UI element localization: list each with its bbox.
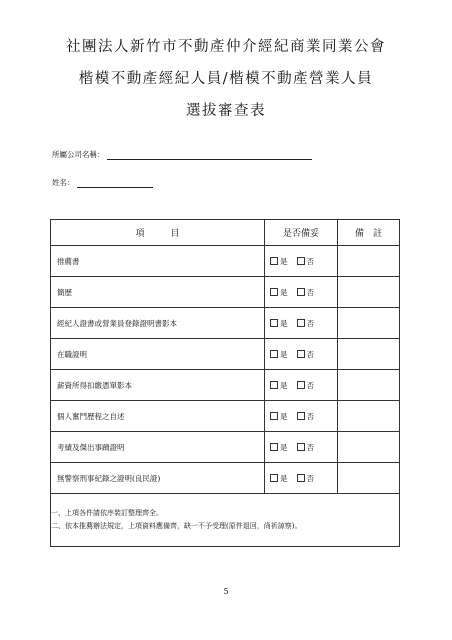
yes-checkbox[interactable]: [270, 381, 278, 389]
remark-cell[interactable]: [338, 370, 400, 401]
notes-cell: [51, 494, 400, 547]
no-label: 否: [306, 287, 314, 297]
item-label: 個人奮鬥歷程之自述: [51, 401, 265, 432]
item-label: 考績及傑出事蹟證明: [51, 432, 265, 463]
status-cell: [265, 277, 338, 308]
yes-checkbox[interactable]: [270, 474, 278, 482]
no-checkbox[interactable]: [297, 257, 305, 265]
no-checkbox[interactable]: [297, 350, 305, 358]
note-line-1: 一、上項各件請依序裝訂整理齊全。: [51, 509, 163, 517]
status-cell: [265, 308, 338, 339]
table-row: [51, 339, 400, 370]
status-cell: [265, 401, 338, 432]
table-header-row: [51, 220, 400, 246]
name-line[interactable]: [77, 178, 153, 188]
table-row: [51, 277, 400, 308]
table-row: [51, 308, 400, 339]
yes-label: 是: [280, 318, 288, 328]
remark-cell[interactable]: [338, 401, 400, 432]
company-name-line[interactable]: [107, 150, 312, 160]
note-line-2: 二、依本推薦辦法規定，上項資料應備齊，缺一不予受理(原件退回，尚祈諒察)。: [51, 522, 302, 530]
table-row: [51, 246, 400, 277]
table-row: [51, 463, 400, 494]
remark-cell[interactable]: [338, 246, 400, 277]
yes-checkbox[interactable]: [270, 257, 278, 265]
header-item: 項目: [51, 220, 265, 246]
yes-checkbox[interactable]: [270, 412, 278, 420]
item-label: 推薦書: [51, 246, 265, 277]
item-label: 在職證明: [51, 339, 265, 370]
header-remark: 備註: [338, 220, 400, 246]
item-label: 經紀人證書或營業員登錄證明書影本: [51, 308, 265, 339]
item-label: 無警察刑事紀錄之證明(良民證): [51, 463, 265, 494]
yes-checkbox[interactable]: [270, 350, 278, 358]
remark-cell[interactable]: [338, 277, 400, 308]
no-checkbox[interactable]: [297, 288, 305, 296]
name-field[interactable]: [52, 178, 153, 188]
review-table: [50, 219, 400, 547]
remark-cell[interactable]: [338, 432, 400, 463]
item-label: 薪資所得扣繳憑單影本: [51, 370, 265, 401]
yes-label: 是: [280, 380, 288, 390]
no-checkbox[interactable]: [297, 412, 305, 420]
no-label: 否: [306, 380, 314, 390]
yes-label: 是: [280, 349, 288, 359]
notes-row: [51, 494, 400, 547]
no-label: 否: [306, 349, 314, 359]
no-checkbox[interactable]: [297, 381, 305, 389]
yes-label: 是: [280, 473, 288, 483]
status-cell: [265, 246, 338, 277]
no-checkbox[interactable]: [297, 474, 305, 482]
table-row: [51, 370, 400, 401]
no-checkbox[interactable]: [297, 319, 305, 327]
no-checkbox[interactable]: [297, 443, 305, 451]
status-cell: [265, 432, 338, 463]
name-label: 姓名：: [52, 178, 75, 187]
table-row: [51, 432, 400, 463]
yes-label: 是: [280, 411, 288, 421]
company-name-field[interactable]: [52, 150, 312, 160]
remark-cell[interactable]: [338, 463, 400, 494]
status-cell: [265, 463, 338, 494]
no-label: 否: [306, 473, 314, 483]
remark-cell[interactable]: [338, 308, 400, 339]
page-number: 5: [223, 587, 229, 596]
no-label: 否: [306, 442, 314, 452]
header-status: 是否備妥: [265, 220, 338, 246]
no-label: 否: [306, 318, 314, 328]
yes-checkbox[interactable]: [270, 443, 278, 451]
association-title: 社團法人新竹市不動產仲介經紀商業同業公會: [66, 39, 386, 55]
status-cell: [265, 370, 338, 401]
table-row: [51, 401, 400, 432]
yes-checkbox[interactable]: [270, 288, 278, 296]
item-label: 簡歷: [51, 277, 265, 308]
remark-cell[interactable]: [338, 339, 400, 370]
no-label: 否: [306, 411, 314, 421]
yes-label: 是: [280, 442, 288, 452]
form-title: 選拔審查表: [186, 103, 266, 119]
table-body: [51, 246, 400, 494]
yes-checkbox[interactable]: [270, 319, 278, 327]
no-label: 否: [306, 256, 314, 266]
status-cell: [265, 339, 338, 370]
yes-label: 是: [280, 287, 288, 297]
yes-label: 是: [280, 256, 288, 266]
form-subtitle: 楷模不動產經紀人員/楷模不動產營業人員: [78, 71, 374, 87]
company-name-label: 所屬公司名稱：: [52, 150, 105, 159]
